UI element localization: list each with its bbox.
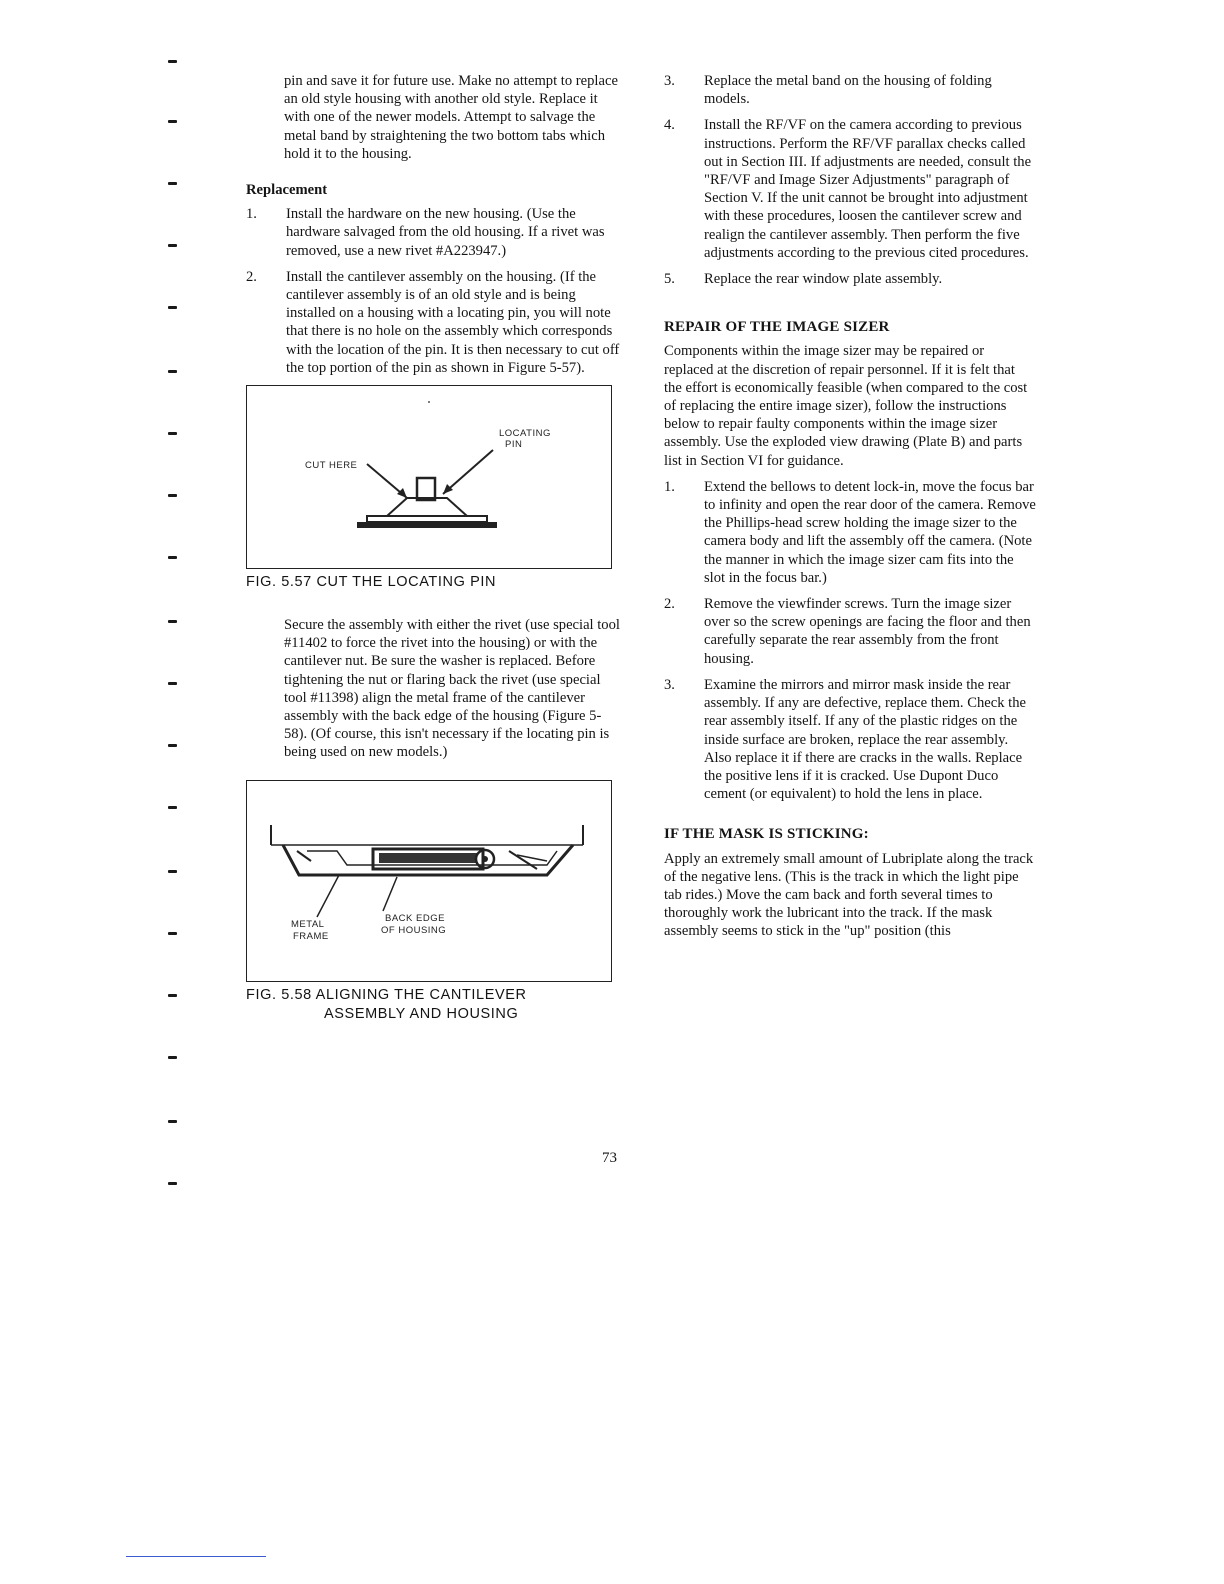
binding-edge-marks	[168, 48, 180, 1208]
item-text: Install the RF/VF on the camera according to previous instructions. Perform the RF/VF parallax checks called out in Section III. If adjustments are needed, consult the "RF/VF and Image Sizer Adjustments" paragraph of Section V. If the unit cannot be brought into adjustment with these procedures, loosen the cantilever screw and realign the cantilever assembly. Then perform the five adjustments according to the previous cited procedures.	[704, 117, 1032, 261]
right-column	[664, 72, 1036, 941]
list-item	[664, 478, 1036, 587]
item-text: Install the cantilever assembly on the housing. (If the cantilever assembly is of an old style and is being installed on a housing with a locating pin, you will note that there is no hole on the assembly which corresponds with the location of the pin. It is then necessary to cut off the top portion of the pin as shown in Figure 5-57).	[286, 268, 620, 376]
list-item	[664, 72, 1036, 108]
item-number: 2.	[664, 596, 675, 613]
list-item	[246, 205, 624, 260]
image-sizer-heading: REPAIR OF THE IMAGE SIZER	[664, 319, 890, 336]
footnote-rule	[126, 1556, 266, 1557]
label-locating: LOCATING	[499, 428, 551, 440]
label-cut-here: CUT HERE	[305, 460, 358, 472]
list-item	[664, 676, 1036, 803]
list-item	[246, 268, 624, 377]
figure-5-57	[246, 385, 612, 569]
secure-paragraph: Secure the assembly with either the rivet (use special tool #11402 to force the rivet into the housing) or with the cantilever nut. Be sure the washer is replaced. Before tightening the nut or flaring back the rivet (use special tool #11398) align the metal frame of the cantilever assembly with the back edge of the housing (Figure 5-58). (Of course, this isn't necessary if the locating pin is being used on new models.)	[284, 617, 620, 761]
label-back-edge: BACK EDGE	[385, 912, 445, 924]
label-of-housing: OF HOUSING	[381, 924, 447, 936]
item-number: 5.	[664, 271, 675, 288]
label-frame: FRAME	[293, 930, 329, 942]
list-item	[664, 595, 1036, 668]
image-sizer-intro: Components within the image sizer may be repaired or replaced at the discretion of repair personnel. If it is felt that the effort is economically feasible (when compared to the cost of replacing the entire image sizer), follow the instructions below to repair faulty components within the image sizer assembly. Use the exploded view drawing (Plate B) and parts list in Section VI for guidance.	[664, 343, 1028, 469]
item-text: Examine the mirrors and mirror mask inside the rear assembly. If any are defective, replace them. Check the rear assembly itself. If any of the plastic ridges on the inside surface are broken, replace the rear assembly. Also replace it if there are cracks in the walls. Replace the positive lens if it is cracked. Use Dupont Duco cement (or equivalent) to hold the lens in place.	[704, 676, 1026, 803]
caption-line-1: FIG. 5.58 ALIGNING THE CANTILEVER	[246, 986, 527, 1003]
caption-line-2: ASSEMBLY AND HOUSING	[324, 1005, 519, 1022]
item-text: Extend the bellows to detent lock-in, move the focus bar to infinity and open the rear door of the camera. Remove the Phillips-head screw holding the image sizer to the camera body and lift the assembly off the camera. (Note the manner in which the image sizer cam fits into the slot in the focus bar.)	[704, 478, 1036, 586]
mask-heading: IF THE MASK IS STICKING:	[664, 826, 869, 843]
item-number: 3.	[664, 676, 675, 693]
locating-pin-drawing	[247, 386, 611, 568]
label-metal: METAL	[291, 918, 325, 930]
mask-paragraph: Apply an extremely small amount of Lubriplate along the track of the negative lens. (This is the track in which the light pipe tab rides.) Move the cam back and forth several times to thoroughly work the lubricant into the track. If the mask assembly seems to stick in the "up" position (this	[664, 850, 1034, 940]
item-text: Replace the rear window plate assembly.	[704, 271, 943, 288]
item-number: 2.	[246, 268, 257, 285]
figure-5-58	[246, 780, 612, 982]
left-column	[246, 72, 624, 1024]
item-number: 1.	[246, 206, 257, 223]
replacement-heading: Replacement	[246, 182, 328, 199]
item-text: Install the hardware on the new housing. (Use the hardware salvaged from the old housing. If a rivet was removed, use a new rivet #A223947.)	[286, 206, 605, 259]
list-item	[664, 270, 1036, 288]
label-pin: PIN	[505, 439, 523, 451]
figure-5-57-caption: FIG. 5.57 CUT THE LOCATING PIN	[246, 574, 497, 591]
page-number: 73	[602, 1150, 617, 1166]
item-text: Replace the metal band on the housing of folding models.	[704, 73, 992, 108]
figure-5-58-caption	[246, 986, 624, 1024]
item-number: 4.	[664, 117, 675, 134]
item-text: Remove the viewfinder screws. Turn the image sizer over so the screw openings are facing the floor and then carefully separate the rear assembly from the front housing.	[704, 596, 1031, 667]
intro-paragraph: pin and save it for future use. Make no attempt to replace an old style housing with another old style. Replace it with one of the newer models. Attempt to salvage the metal band by straightening the two bottom tabs which hold it to the housing.	[284, 73, 618, 162]
list-item	[664, 116, 1036, 262]
cantilever-housing-drawing	[247, 781, 611, 981]
item-number: 3.	[664, 73, 675, 89]
replacement-list	[246, 205, 624, 377]
item-number: 1.	[664, 478, 675, 495]
